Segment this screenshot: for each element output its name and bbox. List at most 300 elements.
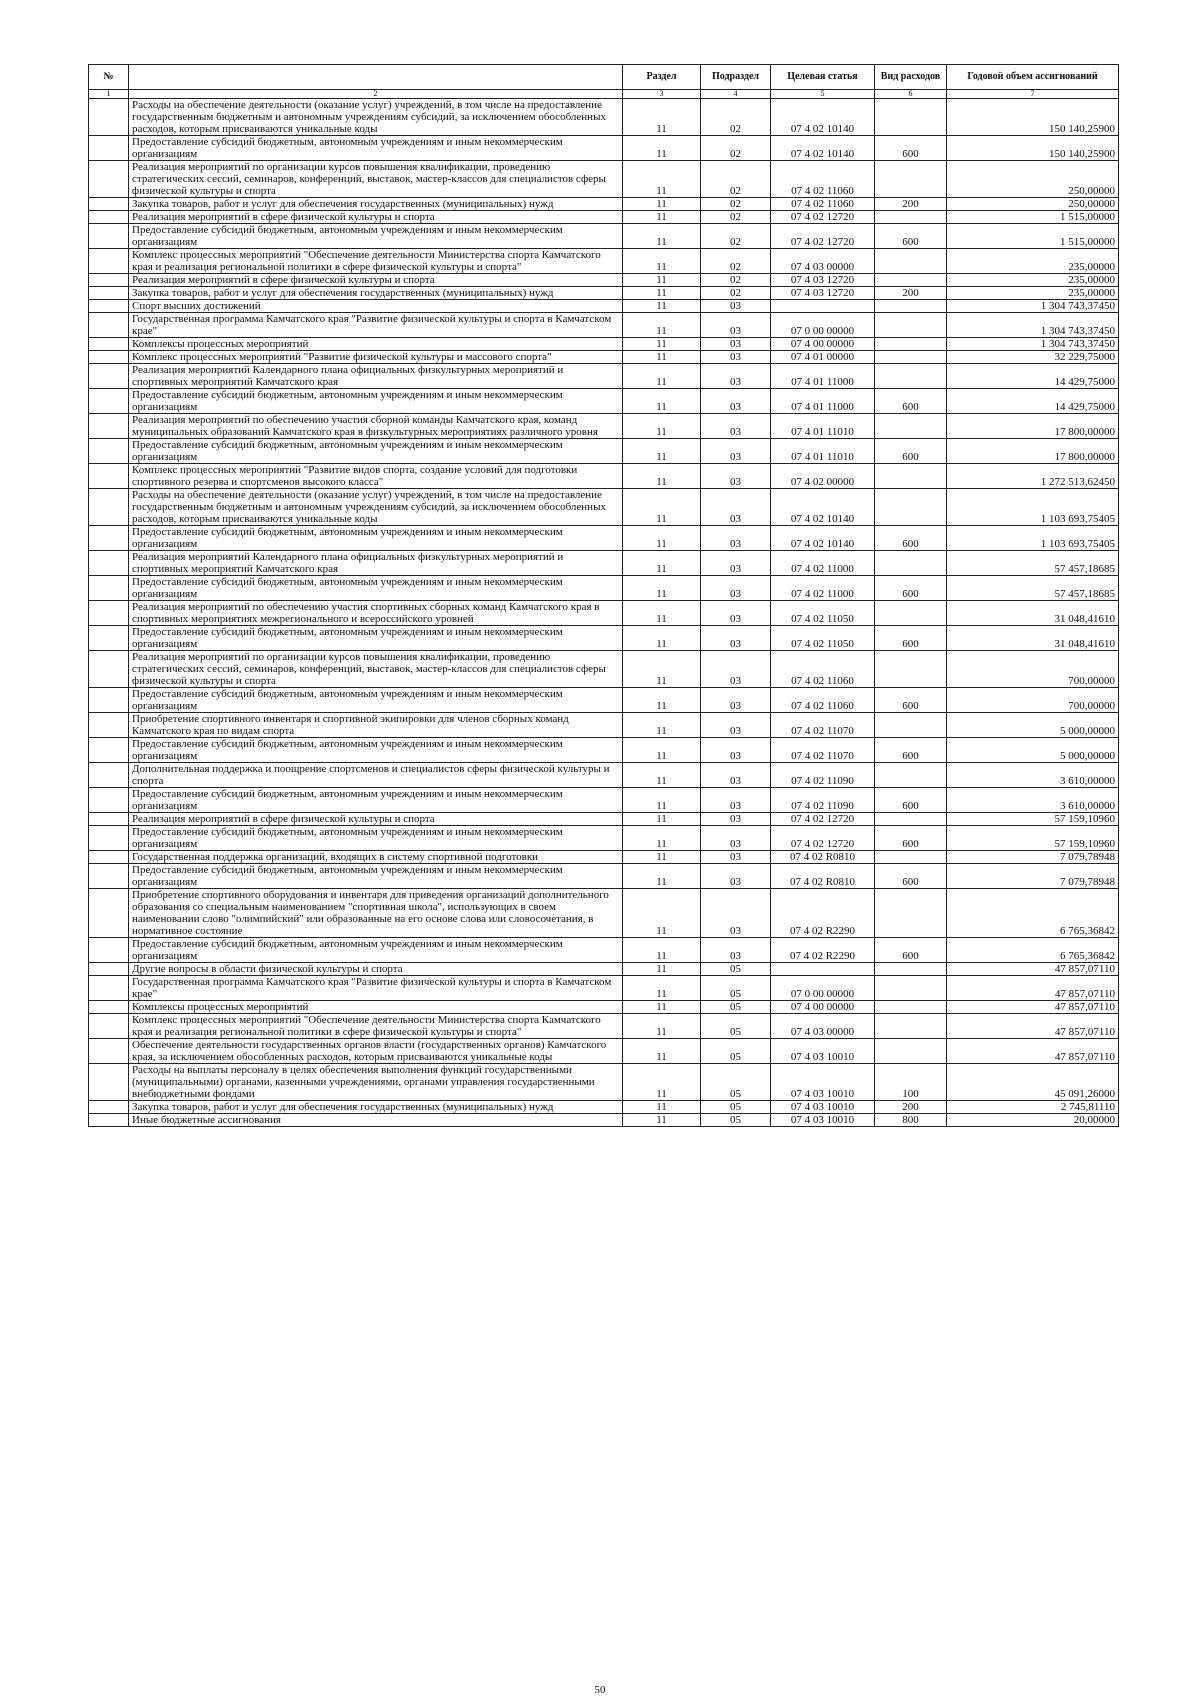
amount-cell: 47 857,07110 [947,1014,1119,1039]
razdel-cell: 11 [623,414,701,439]
num-cell [89,313,129,338]
target-cell: 07 4 02 11060 [771,161,875,198]
target-cell: 07 4 02 11060 [771,198,875,211]
header-amount: Годовой объем ассигнований [947,65,1119,90]
item-name: Предоставление субсидий бюджетным, автономным учреждениям и иным некоммерческим организациям [129,688,623,713]
item-name: Закупка товаров, работ и услуг для обеспечения государственных (муниципальных) нужд [129,1101,623,1114]
num-cell [89,788,129,813]
num-cell [89,414,129,439]
target-cell: 07 4 02 R0810 [771,851,875,864]
amount-cell: 1 304 743,37450 [947,300,1119,313]
razdel-cell: 11 [623,889,701,938]
razdel-cell: 11 [623,851,701,864]
table-row [89,738,1119,763]
exp-cell [875,651,947,688]
table-row [89,526,1119,551]
item-name: Реализация мероприятий в сфере физической культуры и спорта [129,274,623,287]
table-row [89,224,1119,249]
razdel-cell: 11 [623,963,701,976]
num-cell [89,364,129,389]
exp-cell [875,601,947,626]
item-name: Реализация мероприятий в сфере физической культуры и спорта [129,211,623,224]
podrazdel-cell: 03 [701,364,771,389]
podrazdel-cell: 05 [701,1039,771,1064]
num-cell [89,1064,129,1101]
podrazdel-cell: 03 [701,688,771,713]
amount-cell: 32 229,75000 [947,351,1119,364]
table-row [89,826,1119,851]
razdel-cell: 11 [623,738,701,763]
podrazdel-cell: 02 [701,224,771,249]
podrazdel-cell: 03 [701,788,771,813]
podrazdel-cell: 03 [701,851,771,864]
target-cell: 07 4 02 10140 [771,99,875,136]
num-cell [89,439,129,464]
amount-cell: 47 857,07110 [947,1039,1119,1064]
header-exp: Вид расходов [875,65,947,90]
table-row [89,763,1119,788]
exp-cell: 600 [875,136,947,161]
target-cell: 07 4 02 12720 [771,224,875,249]
table-row [89,414,1119,439]
exp-cell [875,963,947,976]
target-cell: 07 4 02 00000 [771,464,875,489]
razdel-cell: 11 [623,1064,701,1101]
target-cell: 07 4 02 11060 [771,688,875,713]
amount-cell: 45 091,26000 [947,1064,1119,1101]
table-row [89,963,1119,976]
podrazdel-cell: 03 [701,651,771,688]
target-cell: 07 4 00 00000 [771,338,875,351]
amount-cell: 6 765,36842 [947,938,1119,963]
razdel-cell: 11 [623,526,701,551]
exp-cell: 200 [875,1101,947,1114]
amount-cell: 20,00000 [947,1114,1119,1127]
num-cell [89,826,129,851]
target-cell: 07 0 00 00000 [771,976,875,1001]
table-row [89,274,1119,287]
num-cell [89,738,129,763]
razdel-cell: 11 [623,826,701,851]
podrazdel-cell: 02 [701,161,771,198]
amount-cell: 17 800,00000 [947,414,1119,439]
target-cell: 07 4 02 11000 [771,576,875,601]
podrazdel-cell: 05 [701,976,771,1001]
target-cell: 07 4 03 12720 [771,287,875,300]
podrazdel-cell: 05 [701,963,771,976]
amount-cell: 5 000,00000 [947,738,1119,763]
table-row [89,136,1119,161]
razdel-cell: 11 [623,626,701,651]
item-name: Комплекс процессных мероприятий "Развитие физической культуры и массового спорта" [129,351,623,364]
item-name: Предоставление субсидий бюджетным, автономным учреждениям и иным некоммерческим организациям [129,738,623,763]
amount-cell: 7 079,78948 [947,864,1119,889]
target-cell: 07 4 02 10140 [771,489,875,526]
item-name: Предоставление субсидий бюджетным, автономным учреждениям и иным некоммерческим организациям [129,626,623,651]
exp-cell [875,976,947,1001]
table-row [89,364,1119,389]
num-cell [89,526,129,551]
exp-cell [875,338,947,351]
item-name: Предоставление субсидий бюджетным, автономным учреждениям и иным некоммерческим организациям [129,389,623,414]
num-cell [89,713,129,738]
target-cell: 07 4 02 12720 [771,826,875,851]
exp-cell: 600 [875,224,947,249]
exp-cell [875,274,947,287]
num-cell [89,351,129,364]
exp-cell: 600 [875,738,947,763]
num-cell [89,551,129,576]
num-cell [89,1001,129,1014]
exp-cell [875,763,947,788]
exp-cell: 600 [875,576,947,601]
podrazdel-cell: 03 [701,439,771,464]
razdel-cell: 11 [623,1001,701,1014]
exp-cell: 600 [875,526,947,551]
header-razdel: Раздел [623,65,701,90]
table-row [89,851,1119,864]
razdel-cell: 11 [623,551,701,576]
item-name: Дополнительная поддержка и поощрение спортсменов и специалистов сферы физической культуры и спорта [129,763,623,788]
header-name [129,65,623,90]
table-row [89,351,1119,364]
table-row [89,601,1119,626]
item-name: Комплекс процессных мероприятий "Обеспечение деятельности Министерства спорта Камчатского края и реализация региональной политики в сфере физической культуры и спорта" [129,1014,623,1039]
item-name: Предоставление субсидий бюджетным, автономным учреждениям и иным некоммерческим организациям [129,826,623,851]
item-name: Предоставление субсидий бюджетным, автономным учреждениям и иным некоммерческим организациям [129,938,623,963]
item-name: Реализация мероприятий в сфере физической культуры и спорта [129,813,623,826]
amount-cell: 47 857,07110 [947,963,1119,976]
amount-cell: 14 429,75000 [947,364,1119,389]
target-cell: 07 0 00 00000 [771,313,875,338]
item-name: Реализация мероприятий по обеспечению участия спортивных сборных команд Камчатского края в спортивных мероприятиях межрегионального и всероссийского уровней [129,601,623,626]
table-row [89,864,1119,889]
target-cell: 07 4 02 R2290 [771,889,875,938]
num-cell [89,763,129,788]
amount-cell: 1 103 693,75405 [947,489,1119,526]
item-name: Государственная программа Камчатского края "Развитие физической культуры и спорта в Камчатском крае" [129,313,623,338]
target-cell: 07 4 02 11060 [771,651,875,688]
index-cell: 3 [623,90,701,99]
exp-cell: 800 [875,1114,947,1127]
item-name: Предоставление субсидий бюджетным, автономным учреждениям и иным некоммерческим организациям [129,439,623,464]
podrazdel-cell: 03 [701,826,771,851]
num-cell [89,287,129,300]
amount-cell: 57 159,10960 [947,813,1119,826]
razdel-cell: 11 [623,351,701,364]
podrazdel-cell: 02 [701,99,771,136]
exp-cell [875,464,947,489]
num-cell [89,224,129,249]
amount-cell: 3 610,00000 [947,788,1119,813]
podrazdel-cell: 03 [701,713,771,738]
amount-cell: 150 140,25900 [947,136,1119,161]
podrazdel-cell: 03 [701,526,771,551]
amount-cell: 57 457,18685 [947,551,1119,576]
num-cell [89,601,129,626]
exp-cell [875,1001,947,1014]
index-cell: 1 [89,90,129,99]
item-name: Расходы на выплаты персоналу в целях обеспечения выполнения функций государственными (муниципальными) органами, казенными учреждениями, органами управления государственными внебюджетными фондами [129,1064,623,1101]
target-cell: 07 4 03 12720 [771,274,875,287]
num-cell [89,489,129,526]
table-body [89,99,1119,1127]
podrazdel-cell: 05 [701,1014,771,1039]
amount-cell: 1 103 693,75405 [947,526,1119,551]
razdel-cell: 11 [623,864,701,889]
exp-cell [875,851,947,864]
num-cell [89,976,129,1001]
target-cell: 07 4 03 10010 [771,1039,875,1064]
table-row [89,626,1119,651]
razdel-cell: 11 [623,364,701,389]
target-cell: 07 4 02 11050 [771,601,875,626]
razdel-cell: 11 [623,1014,701,1039]
podrazdel-cell: 03 [701,551,771,576]
exp-cell [875,249,947,274]
table-row [89,439,1119,464]
razdel-cell: 11 [623,274,701,287]
num-cell [89,1101,129,1114]
podrazdel-cell: 03 [701,389,771,414]
razdel-cell: 11 [623,1114,701,1127]
item-name: Предоставление субсидий бюджетным, автономным учреждениям и иным некоммерческим организациям [129,136,623,161]
podrazdel-cell: 03 [701,351,771,364]
target-cell: 07 4 02 10140 [771,526,875,551]
table-row [89,651,1119,688]
exp-cell [875,551,947,576]
target-cell: 07 4 02 11000 [771,551,875,576]
num-cell [89,864,129,889]
budget-table [88,64,1119,1127]
table-row [89,464,1119,489]
budget-table-page [88,64,1118,1127]
item-name: Предоставление субсидий бюджетным, автономным учреждениям и иным некоммерческим организациям [129,788,623,813]
podrazdel-cell: 03 [701,864,771,889]
podrazdel-cell: 03 [701,763,771,788]
target-cell: 07 4 02 12720 [771,813,875,826]
target-cell: 07 4 01 00000 [771,351,875,364]
exp-cell: 600 [875,864,947,889]
amount-cell: 5 000,00000 [947,713,1119,738]
item-name: Реализация мероприятий Календарного плана официальных физкультурных мероприятий и спортивных мероприятий Камчатского края [129,551,623,576]
razdel-cell: 11 [623,489,701,526]
num-cell [89,389,129,414]
podrazdel-cell: 02 [701,198,771,211]
header-num: № [89,65,129,90]
index-cell: 7 [947,90,1119,99]
item-name: Другие вопросы в области физической культуры и спорта [129,963,623,976]
item-name: Обеспечение деятельности государственных органов власти (государственных органов) Камчатского края, за исключением обособленных расходов, которым присваиваются уникальные коды [129,1039,623,1064]
amount-cell: 31 048,41610 [947,626,1119,651]
table-row [89,338,1119,351]
target-cell: 07 4 03 10010 [771,1064,875,1101]
table-row [89,300,1119,313]
item-name: Приобретение спортивного оборудования и инвентаря для приведения организаций дополнительного образования со специальным наименованием "спортивная школа", использующих в своем наименовании слово "олимпийский" или образованные на его основе слова или словосочетания, в нормативное состояние [129,889,623,938]
podrazdel-cell: 03 [701,338,771,351]
razdel-cell: 11 [623,788,701,813]
item-name: Закупка товаров, работ и услуг для обеспечения государственных (муниципальных) нужд [129,198,623,211]
exp-cell [875,813,947,826]
target-cell: 07 4 02 11050 [771,626,875,651]
exp-cell: 600 [875,439,947,464]
table-row [89,1014,1119,1039]
item-name: Реализация мероприятий Календарного плана официальных физкультурных мероприятий и спортивных мероприятий Камчатского края [129,364,623,389]
podrazdel-cell: 03 [701,464,771,489]
table-row [89,813,1119,826]
amount-cell: 1 515,00000 [947,211,1119,224]
table-row [89,1064,1119,1101]
exp-cell [875,351,947,364]
amount-cell: 235,00000 [947,287,1119,300]
amount-cell: 1 515,00000 [947,224,1119,249]
num-cell [89,813,129,826]
podrazdel-cell: 03 [701,626,771,651]
razdel-cell: 11 [623,99,701,136]
podrazdel-cell: 02 [701,249,771,274]
index-cell: 2 [129,90,623,99]
exp-cell: 600 [875,688,947,713]
table-row [89,788,1119,813]
index-cell: 6 [875,90,947,99]
table-row [89,161,1119,198]
exp-cell [875,99,947,136]
exp-cell: 600 [875,826,947,851]
razdel-cell: 11 [623,576,701,601]
table-row [89,576,1119,601]
podrazdel-cell: 02 [701,136,771,161]
razdel-cell: 11 [623,713,701,738]
table-row [89,976,1119,1001]
item-name: Реализация мероприятий по организации курсов повышения квалификации, проведению стратегических сессий, семинаров, конференций, выставок, мастер-классов для специалистов сферы физической культуры и спорта [129,651,623,688]
target-cell: 07 4 02 11070 [771,738,875,763]
target-cell: 07 4 02 R0810 [771,864,875,889]
num-cell [89,338,129,351]
num-cell [89,274,129,287]
razdel-cell: 11 [623,813,701,826]
num-cell [89,1014,129,1039]
target-cell [771,963,875,976]
item-name: Государственная поддержка организаций, входящих в систему спортивной подготовки [129,851,623,864]
razdel-cell: 11 [623,249,701,274]
razdel-cell: 11 [623,976,701,1001]
target-cell: 07 4 01 11010 [771,439,875,464]
razdel-cell: 11 [623,313,701,338]
target-cell: 07 4 02 12720 [771,211,875,224]
table-row [89,889,1119,938]
amount-cell: 700,00000 [947,651,1119,688]
table-row [89,551,1119,576]
amount-cell: 14 429,75000 [947,389,1119,414]
podrazdel-cell: 02 [701,211,771,224]
exp-cell: 600 [875,938,947,963]
target-cell: 07 4 02 11070 [771,713,875,738]
num-cell [89,300,129,313]
header-podrazdel: Подраздел [701,65,771,90]
exp-cell [875,489,947,526]
num-cell [89,249,129,274]
target-cell: 07 4 02 11090 [771,763,875,788]
razdel-cell: 11 [623,211,701,224]
item-name: Реализация мероприятий по обеспечению участия сборной команды Камчатского края, команд муниципальных образований Камчатского края в физкультурных мероприятиях различного уровня [129,414,623,439]
index-cell: 4 [701,90,771,99]
item-name: Иные бюджетные ассигнования [129,1114,623,1127]
table-row [89,489,1119,526]
num-cell [89,1114,129,1127]
table-row [89,1039,1119,1064]
item-name: Спорт высших достижений [129,300,623,313]
exp-cell [875,889,947,938]
num-cell [89,211,129,224]
razdel-cell: 11 [623,1101,701,1114]
exp-cell [875,300,947,313]
podrazdel-cell: 02 [701,274,771,287]
item-name: Комплексы процессных мероприятий [129,338,623,351]
item-name: Предоставление субсидий бюджетным, автономным учреждениям и иным некоммерческим организациям [129,864,623,889]
amount-cell: 17 800,00000 [947,439,1119,464]
num-cell [89,1039,129,1064]
exp-cell [875,713,947,738]
amount-cell: 47 857,07110 [947,1001,1119,1014]
podrazdel-cell: 05 [701,1001,771,1014]
table-row [89,1001,1119,1014]
table-row [89,1101,1119,1114]
podrazdel-cell: 03 [701,889,771,938]
target-cell: 07 4 03 10010 [771,1114,875,1127]
razdel-cell: 11 [623,287,701,300]
item-name: Реализация мероприятий по организации курсов повышения квалификации, проведению стратегических сессий, семинаров, конференций, выставок, мастер-классов для специалистов сферы физической культуры и спорта [129,161,623,198]
num-cell [89,938,129,963]
exp-cell [875,364,947,389]
exp-cell [875,211,947,224]
podrazdel-cell: 03 [701,313,771,338]
razdel-cell: 11 [623,601,701,626]
target-cell: 07 4 03 10010 [771,1101,875,1114]
podrazdel-cell: 03 [701,414,771,439]
exp-cell: 600 [875,788,947,813]
podrazdel-cell: 03 [701,738,771,763]
amount-cell: 3 610,00000 [947,763,1119,788]
razdel-cell: 11 [623,1039,701,1064]
podrazdel-cell: 05 [701,1101,771,1114]
target-cell: 07 4 03 00000 [771,249,875,274]
num-cell [89,99,129,136]
num-cell [89,464,129,489]
podrazdel-cell: 03 [701,601,771,626]
exp-cell: 200 [875,287,947,300]
amount-cell: 1 304 743,37450 [947,313,1119,338]
item-name: Расходы на обеспечение деятельности (оказание услуг) учреждений, в том числе на предоставление государственным бюджетным и автономным учреждениям субсидий, за исключением обособленных расходов, которым присваиваются уникальные коды [129,99,623,136]
amount-cell: 1 272 513,62450 [947,464,1119,489]
razdel-cell: 11 [623,938,701,963]
item-name: Предоставление субсидий бюджетным, автономным учреждениям и иным некоммерческим организациям [129,576,623,601]
razdel-cell: 11 [623,688,701,713]
num-cell [89,851,129,864]
amount-cell: 7 079,78948 [947,851,1119,864]
razdel-cell: 11 [623,763,701,788]
table-row [89,313,1119,338]
item-name: Комплексы процессных мероприятий [129,1001,623,1014]
razdel-cell: 11 [623,651,701,688]
item-name: Закупка товаров, работ и услуг для обеспечения государственных (муниципальных) нужд [129,287,623,300]
item-name: Государственная программа Камчатского края "Развитие физической культуры и спорта в Камчатском крае" [129,976,623,1001]
num-cell [89,576,129,601]
podrazdel-cell: 05 [701,1114,771,1127]
exp-cell [875,1039,947,1064]
table-row [89,287,1119,300]
num-cell [89,651,129,688]
page-number: 50 [594,1684,606,1696]
